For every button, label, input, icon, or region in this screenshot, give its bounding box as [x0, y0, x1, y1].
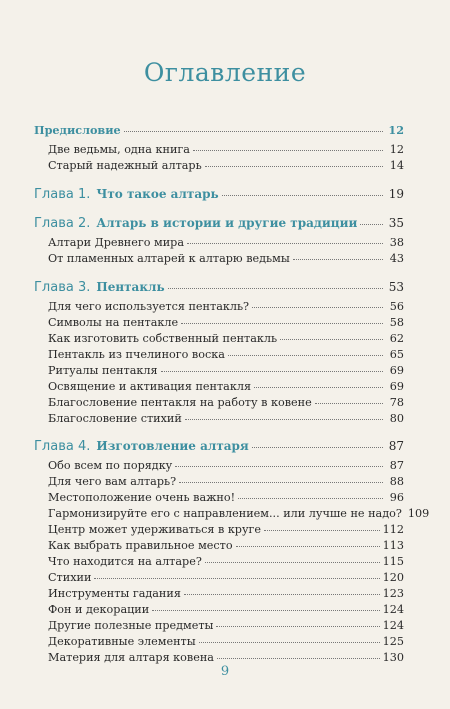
toc-entry-title: Символы на пентакле: [48, 316, 179, 329]
toc-section: [34, 122, 404, 138]
toc-entry-title: Алтари Древнего мира: [48, 236, 185, 249]
dot-leader: [205, 155, 383, 167]
dot-leader: [236, 535, 380, 547]
toc-page-number: 80: [389, 412, 404, 425]
toc-entry-title: Освящение и активация пентакля: [48, 380, 252, 393]
toc-page-number: 14: [389, 159, 404, 172]
toc-page-number: 124: [382, 603, 404, 616]
dot-leader: [238, 487, 383, 499]
toc-entry: [48, 410, 404, 426]
toc-entry-title: Пентакль из пчелиного воска: [48, 348, 225, 361]
toc-page-number: 12: [389, 143, 404, 156]
toc-page-number: 53: [388, 280, 404, 294]
toc-entry-title: Материя для алтаря ковена: [48, 651, 214, 664]
dot-leader: [199, 631, 380, 643]
toc-page-number: 62: [389, 332, 404, 345]
toc-page-number: 109: [407, 507, 430, 520]
dot-leader: [315, 392, 383, 404]
toc-entry-title: Ритуалы пентакля: [48, 364, 158, 377]
toc-entry-title: Старый надежный алтарь: [48, 159, 202, 172]
toc-page-number: 58: [389, 316, 404, 329]
dot-leader: [152, 599, 379, 611]
toc-page-number: 88: [389, 475, 404, 488]
toc-entry-title: Благословение пентакля на работу в ковене: [48, 396, 312, 409]
dot-leader: [161, 360, 383, 372]
toc-chapter: [34, 438, 404, 454]
toc-page-number: 87: [389, 459, 404, 472]
toc-page-number: 38: [389, 236, 404, 249]
toc-page-number: 120: [382, 571, 404, 584]
toc-page-number: 12: [388, 123, 404, 137]
toc-entry: [48, 250, 404, 266]
toc-entry-title: Что находится на алтаре?: [48, 555, 202, 568]
dot-leader: [184, 583, 380, 595]
toc-chapter: [34, 215, 404, 231]
toc-entry-title: Фон и декорации: [48, 603, 150, 616]
toc-page-number: 113: [382, 539, 404, 552]
dot-leader: [94, 567, 379, 579]
dot-leader: [254, 376, 383, 388]
toc-page-number: 123: [382, 587, 404, 600]
chapter-prefix: Глава 1.: [34, 187, 91, 202]
dot-leader: [124, 120, 383, 132]
chapter-prefix: Глава 4.: [34, 439, 91, 454]
dot-leader: [181, 312, 383, 324]
toc-entry: [48, 157, 404, 173]
chapter-prefix: Глава 3.: [34, 280, 91, 295]
page-title: Оглавление: [143, 58, 307, 87]
toc-entry-title: Центр может удерживаться в круге: [48, 523, 262, 536]
toc-entry-title: Гармонизируйте его с направлением... или лучше не надо?: [48, 507, 402, 520]
toc-entry-title: Обо всем по порядку: [48, 459, 173, 472]
toc-entry-title: Местоположение очень важно!: [48, 491, 236, 504]
toc-chapter: [34, 279, 404, 295]
toc-page-number: 125: [382, 635, 404, 648]
toc-entry: [48, 489, 404, 505]
toc-entry-title: Благословение стихий: [48, 412, 182, 425]
toc-entry-title: Что такое алтарь: [96, 187, 219, 201]
toc-page-number: 69: [389, 364, 404, 377]
dot-leader: [185, 408, 383, 420]
toc-entry-title: Другие полезные предметы: [48, 619, 214, 632]
toc-entry-title: Стихии: [48, 571, 92, 584]
dot-leader: [252, 296, 383, 308]
dot-leader: [168, 277, 383, 289]
dot-leader: [360, 213, 383, 225]
toc-page-number: 78: [389, 396, 404, 409]
toc-chapter: [34, 186, 404, 202]
toc-entry-title: Алтарь в истории и другие традиции: [96, 216, 358, 230]
toc-page-number: 56: [389, 300, 404, 313]
dot-leader: [222, 184, 383, 196]
toc-page-number: 130: [382, 651, 404, 664]
dot-leader: [179, 471, 383, 483]
toc-entry-title: Декоративные элементы: [48, 635, 196, 648]
toc-entry-title: Для чего вам алтарь?: [48, 475, 177, 488]
toc-page-number: 69: [389, 380, 404, 393]
dot-leader: [280, 328, 383, 340]
dot-leader: [193, 139, 383, 151]
toc-page-number: 96: [389, 491, 404, 504]
dot-leader: [205, 551, 380, 563]
dot-leader: [264, 519, 380, 531]
dot-leader: [175, 455, 383, 467]
toc-entry-title: Инструменты гадания: [48, 587, 181, 600]
dot-leader: [252, 436, 383, 448]
toc-entry-title: Как выбрать правильное место: [48, 539, 233, 552]
chapter-prefix: Глава 2.: [34, 216, 91, 231]
toc-page-number: 112: [382, 523, 404, 536]
dot-leader: [187, 232, 383, 244]
toc-entry-title: Предисловие: [34, 123, 121, 137]
dot-leader: [293, 248, 383, 260]
toc-entry-title: От пламенных алтарей к алтарю ведьмы: [48, 252, 290, 265]
toc-page-number: 115: [382, 555, 404, 568]
toc-entry: [48, 649, 404, 665]
toc-page-number: 124: [382, 619, 404, 632]
toc-entry-title: Как изготовить собственный пентакль: [48, 332, 278, 345]
dot-leader: [216, 615, 379, 627]
toc-entry-title: Изготовление алтаря: [96, 439, 249, 453]
toc-entry-title: Для чего используется пентакль?: [48, 300, 250, 313]
page-number: 9: [220, 664, 230, 679]
toc-page-number: 65: [389, 348, 404, 361]
toc-page-number: 19: [388, 187, 404, 201]
toc-entry-title: Пентакль: [96, 280, 165, 294]
toc-page-number: 87: [388, 439, 404, 453]
toc-page-number: 35: [388, 216, 404, 230]
toc-page-number: 43: [389, 252, 404, 265]
dot-leader: [228, 344, 383, 356]
dot-leader: [217, 647, 380, 659]
toc-entry-title: Две ведьмы, одна книга: [48, 143, 190, 156]
